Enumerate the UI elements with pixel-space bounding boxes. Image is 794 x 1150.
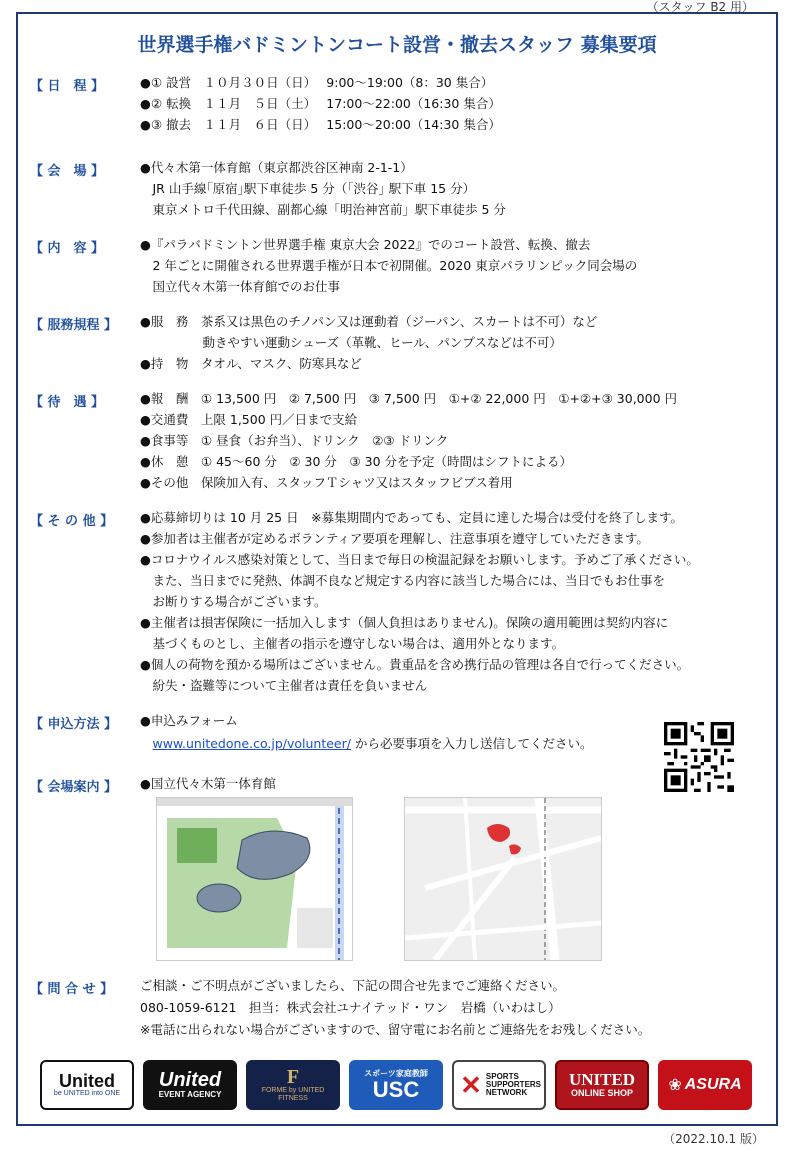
staff-type-note: （スタッフ B2 用） bbox=[646, 0, 754, 14]
united-online-shop-logo: UNITED ONLINE SHOP bbox=[555, 1060, 649, 1110]
content-line: 2 年ごとに開催される世界選手権が日本で初開催。2020 東京パラリンピック同会場の bbox=[140, 258, 638, 273]
rules-line: ●服 務 茶系又は黒色のチノパン又は運動着（ジーパン、スカートは不可）など bbox=[140, 314, 598, 329]
pay-line: ●食事等 ① 昼食（お弁当）、ドリンク ②③ ドリンク bbox=[140, 433, 449, 448]
schedule-line: ●② 転換 １１月 ５日（土） 17:00～22:00（16:30 集合） bbox=[140, 96, 501, 111]
page-title: 世界選手権バドミントンコート設営・撤去スタッフ 募集要項 bbox=[137, 34, 657, 56]
venue-line: JR 山手線｢原宿｣駅下車徒歩 5 分（｢渋谷｣ 駅下車 15 分） bbox=[140, 181, 476, 196]
other-line: ●応募締切りは 10 月 25 日 ※募集期間内であっても、定員に達した場合は受付を終了します。 bbox=[140, 510, 683, 525]
apply-url-line bbox=[140, 736, 592, 752]
pay-line: ●休 憩 ① 45～60 分 ② 30 分 ③ 30 分を予定（時間はシフトによる） bbox=[140, 454, 572, 469]
rules-label: 【 服務規程 】 bbox=[30, 318, 118, 333]
united-one-logo: United be UNITED into ONE bbox=[40, 1060, 134, 1110]
volunteer-form-link[interactable]: www.unitedone.co.jp/volunteer/ bbox=[152, 736, 351, 751]
other-line: ●個人の荷物を預かる場所はございません。貴重品を含め携行品の管理は各自で行ってください。 bbox=[140, 657, 690, 672]
contact-line: ※電話に出られない場合がございますので、留守電にお名前とご連絡先をお残しください。 bbox=[140, 1022, 651, 1037]
other-line: 紛失・盗難等について主催者は責任を負いません bbox=[140, 678, 428, 693]
pay-label: 【 待 遇 】 bbox=[30, 395, 105, 410]
venue-site-plan bbox=[156, 797, 353, 961]
contact-line: 080-1059-6121 担当：株式会社ユナイテッド・ワン 岩橋（いわはし） bbox=[140, 1000, 561, 1015]
pay-line: ●交通費 上限 1,500 円／日まで支給 bbox=[140, 412, 358, 427]
venue-line: ●代々木第一体育館（東京都渋谷区神南 2-1-1） bbox=[140, 160, 413, 175]
apply-line: ●申込みフォーム bbox=[140, 713, 238, 728]
other-line: 基づくものとし、主催者の指示を遵守しない場合は、適用外となります。 bbox=[140, 636, 565, 651]
venue-line: 東京メトロ千代田線、副都心線「明治神宮前」駅下車徒歩 5 分 bbox=[140, 202, 506, 217]
other-line: ●主催者は損害保険に一括加入します（個人負担はありません)。保険の適用範囲は契約内容に bbox=[140, 615, 669, 630]
forme-logo: F FORME by UNITED FITNESS bbox=[246, 1060, 340, 1110]
version-note: （2022.10.1 版） bbox=[663, 1132, 764, 1146]
other-line: また、当日までに発熱、体調不良など規定する内容に該当した場合には、当日でもお仕事を bbox=[140, 573, 666, 588]
access-line: ●国立代々木第一体育館 bbox=[140, 776, 276, 791]
rules-line: 動きやすい運動シューズ（革靴、ヒール、パンプスなどは不可） bbox=[140, 335, 562, 350]
usc-logo: スポーツ家庭教師 USC bbox=[349, 1060, 443, 1110]
schedule-line: ●③ 撤去 １１月 ６日（日） 15:00～20:00（14:30 集合） bbox=[140, 117, 501, 132]
schedule-line: ●① 設営 １０月３０日（日） 9:00～19:00（8：30 集合） bbox=[140, 75, 494, 90]
x-mark-icon: ✕ bbox=[460, 1069, 482, 1100]
other-line: ●コロナウイルス感染対策として、当日まで毎日の検温記録をお願いします。予めご了承ください。 bbox=[140, 552, 699, 567]
area-map bbox=[404, 797, 602, 961]
other-line: ●参加者は主催者が定めるボランティア要項を理解し、注意事項を遵守していただきます。 bbox=[140, 531, 649, 546]
content-line: 国立代々木第一体育館でのお仕事 bbox=[140, 279, 341, 294]
content-label: 【 内 容 】 bbox=[30, 241, 105, 256]
venue-label: 【 会 場 】 bbox=[30, 164, 105, 179]
qr-code bbox=[664, 722, 734, 792]
other-label: 【 そ の 他 】 bbox=[30, 514, 114, 529]
access-label: 【 会場案内 】 bbox=[30, 780, 118, 795]
pay-line: ●その他 保険加入有、スタッフＴシャツ又はスタッフビブス着用 bbox=[140, 475, 513, 490]
asura-logo: ❀ ASURA bbox=[658, 1060, 752, 1110]
content-line: ●『パラバドミントン世界選手権 東京大会 2022』でのコート設営、転換、撤去 bbox=[140, 237, 591, 252]
schedule-label: 【 日 程 】 bbox=[30, 79, 105, 94]
document-frame bbox=[16, 12, 778, 1126]
apply-instruction: から必要事項を入力し送信してください。 bbox=[350, 736, 593, 751]
rules-line: ●持 物 タオル、マスク、防寒具など bbox=[140, 356, 362, 371]
asura-emblem-icon: ❀ bbox=[668, 1077, 682, 1094]
contact-label: 【 問 合 せ 】 bbox=[30, 982, 114, 997]
pay-line: ●報 酬 ① 13,500 円 ② 7,500 円 ③ 7,500 円 ①+② 22,000 円 ①+②+③ 30,000 円 bbox=[140, 391, 677, 406]
united-event-agency-logo: United EVENT AGENCY bbox=[143, 1060, 237, 1110]
contact-line: ご相談・ご不明点がございましたら、下記の問合せ先までご連絡ください。 bbox=[140, 978, 566, 993]
sports-supporters-network-logo: ✕ SPORTS SUPPORTERS NETWORK bbox=[452, 1060, 546, 1110]
other-line: お断りする場合がございます。 bbox=[140, 594, 327, 609]
apply-label: 【 申込方法 】 bbox=[30, 717, 118, 732]
